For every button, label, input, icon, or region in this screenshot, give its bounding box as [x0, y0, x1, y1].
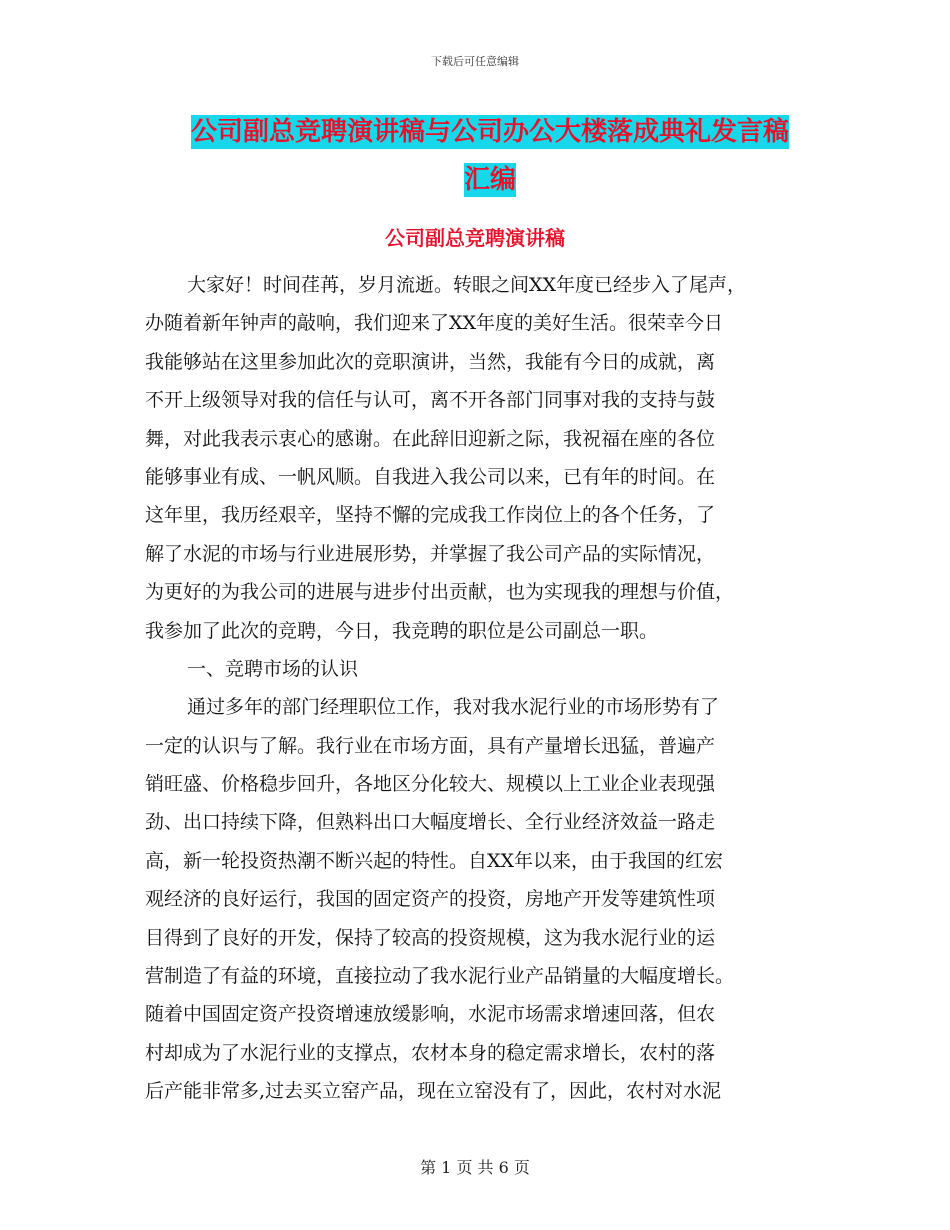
paragraph-line: 村却成为了水泥行业的支撑点，农材本身的稳定需求增长，农村的落 [145, 1041, 716, 1064]
paragraph-line: 高，新一轮投资热潮不断兴起的特性。自XX年以来，由于我国的红宏 [145, 849, 724, 872]
document-title-line-2: 汇编 [463, 165, 516, 195]
paragraph-line: 一定的认识与了解。我行业在市场方面，具有产量增长迅猛，普遍产 [145, 734, 716, 757]
document-title [160, 108, 820, 204]
paragraph-line: 我参加了此次的竞聘，今日，我竞聘的职位是公司副总一职。 [145, 619, 659, 642]
paragraph-line: 通过多年的部门经理职位工作，我对我水泥行业的市场形势有了 [187, 696, 720, 719]
paragraph-line: 观经济的良好运行，我国的固定资产的投资，房地产开发等建筑性项 [145, 888, 716, 911]
subheading: 一、竞聘市场的认识 [187, 657, 359, 680]
paragraph-line: 销旺盛、价格稳步回升，各地区分化较大、规模以上工业企业表现强 [145, 773, 716, 796]
paragraph-line: 后产能非常多,过去买立窑产品，现在立窑没有了，因此，农村对水泥 [145, 1080, 722, 1103]
page-header: 下载后可任意编辑 [431, 55, 519, 68]
paragraph-line: 目得到了良好的开发，保持了较高的投资规模，这为我水泥行业的运 [145, 926, 716, 949]
paragraph-line: 办随着新年钟声的敲响，我们迎来了XX年度的美好生活。很荣幸今日 [145, 312, 724, 335]
paragraph-line: 营制造了有益的环境，直接拉动了我水泥行业产品销量的大幅度增长。 [145, 965, 735, 988]
paragraph-line: 不开上级领导对我的信任与认可，离不开各部门同事对我的支持与鼓 [145, 389, 716, 412]
paragraph-line: 为更好的为我公司的进展与进步付出贡献，也为实现我的理想与价值， [145, 581, 735, 604]
paragraph-line: 解了水泥的市场与行业进展形势，并掌握了我公司产品的实际情况， [145, 542, 716, 565]
paragraph-line: 随着中国固定资产投资增速放缓影响，水泥市场需求增速回落，但农 [145, 1003, 716, 1026]
section-title: 公司副总竞聘演讲稿 [385, 226, 565, 250]
page-footer: 第 1 页 共 6 页 [420, 1158, 530, 1177]
body-text [145, 266, 810, 1111]
paragraph-line: 这年里，我历经艰辛，坚持不懈的完成我工作岗位上的各个任务，了 [145, 504, 716, 527]
paragraph-line: 劲、出口持续下降，但熟料出口大幅度增长、全行业经济效益一路走 [145, 811, 716, 834]
document-title-line-1: 公司副总竞聘演讲稿与公司办公大楼落成典礼发言稿 [190, 117, 789, 147]
paragraph-line: 我能够站在这里参加此次的竞职演讲，当然，我能有今日的成就，离 [145, 350, 716, 373]
paragraph-line: 舞，对此我表示衷心的感谢。在此辞旧迎新之际，我祝福在座的各位 [145, 427, 716, 450]
paragraph-line: 大家好！时间荏苒，岁月流逝。转眼之间XX年度已经步入了尾声， [187, 274, 747, 296]
paragraph-line: 能够事业有成、一帆风顺。自我进入我公司以来，已有年的时间。在 [145, 465, 716, 488]
